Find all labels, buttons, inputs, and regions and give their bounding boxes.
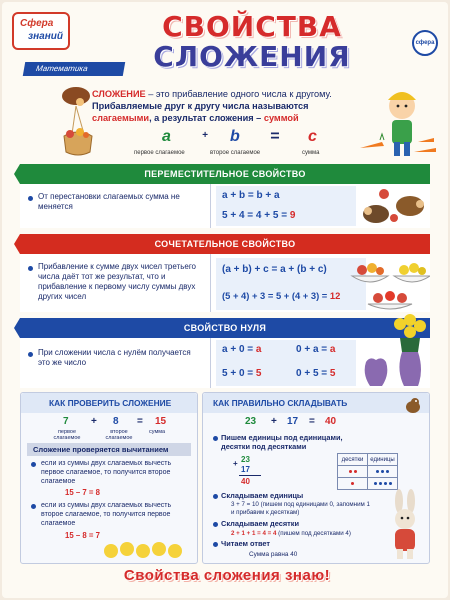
howto-step-2-note: (пишем под единицами 0, запомним 1 и прибавим к десяткам)	[231, 501, 370, 516]
chicks-illustration	[101, 531, 195, 561]
howto-step-1: Пишем единицы под единицами, десятки под десятками	[221, 433, 343, 451]
bullet-step-1	[213, 436, 218, 441]
column-addition	[231, 453, 263, 487]
check-rule-1: если из суммы двух слагаемых вычесть первое слагаемое, то получится второе слагаемое	[41, 460, 172, 485]
howto-step-2-eq: 3 + 7 = 10	[231, 501, 259, 508]
bullet-step-4	[213, 542, 218, 547]
check-method-bar: Сложение проверяется вычитанием	[27, 443, 191, 456]
definition-block	[22, 82, 432, 164]
bullet-check-2	[31, 504, 36, 509]
divider	[210, 184, 211, 228]
column-result: 40	[241, 477, 250, 486]
publisher-logo: сфера	[412, 30, 438, 56]
section-zero	[20, 338, 430, 388]
place-value-table	[337, 453, 398, 490]
check-n2: 8	[113, 416, 119, 427]
caption-first-addend: первое слагаемое	[134, 150, 185, 156]
zero-example-1	[222, 368, 261, 379]
formula-plus: +	[202, 130, 208, 141]
bullet-step-2	[213, 494, 218, 499]
th-units: единицы	[368, 454, 398, 466]
cell-tens-row2	[338, 478, 368, 490]
cell-tens-row1	[338, 466, 368, 478]
bullet-step-3	[213, 522, 218, 527]
howto-n3: 40	[325, 416, 337, 427]
poster	[2, 2, 448, 598]
caption-second-addend: второе слагаемое	[210, 150, 261, 156]
howto-step-3: Складываем десятки	[221, 519, 300, 528]
zero-formula-1	[222, 344, 261, 355]
bullet-commutative	[28, 196, 33, 201]
commutative-example-left: 5 + 4 = 4 + 5 =	[222, 210, 290, 221]
howto-plus: +	[271, 416, 277, 427]
cell-units-row1	[368, 466, 398, 478]
check-rule-2: если из суммы двух слагаемых вычесть второе слагаемое, то получится первое слагаемое	[41, 502, 172, 527]
rule-commutative: От перестановки слагаемых сумма не меняется	[38, 192, 180, 211]
howto-step-3-note: (пишем под десятками 4)	[276, 530, 351, 537]
bullet-check-1	[31, 462, 36, 467]
equation-panel-associative	[216, 258, 366, 310]
brand-line2: знаний	[28, 31, 63, 42]
column-top: 23	[241, 455, 250, 464]
column-plus-sign: +	[233, 459, 238, 468]
zero-formula-1-result: a	[255, 344, 262, 355]
howto-n2: 17	[287, 416, 299, 427]
howto-step-3-explanation	[231, 529, 391, 538]
title-line2: СЛОЖЕНИЯ	[153, 40, 351, 73]
title-line1: СВОЙСТВА	[162, 10, 342, 43]
formula-b: b	[230, 128, 240, 145]
column-mid: 17	[241, 465, 250, 474]
rule-zero: При сложении числа с нулём получается это же число	[38, 348, 191, 367]
zero-formula-1-left: a + 0 =	[222, 344, 256, 355]
bird-icon	[403, 395, 423, 415]
zero-formula-2-left: 0 + a =	[296, 344, 330, 355]
formula-equals: =	[270, 128, 280, 145]
definition-text3: , а результат сложения –	[149, 113, 264, 123]
howto-step-2-explanation	[231, 501, 371, 517]
section-commutative	[20, 184, 430, 228]
check-panel	[20, 392, 198, 564]
howto-panel-title: КАК ПРАВИЛЬНО СКЛАДЫВАТЬ	[203, 393, 429, 413]
howto-step-4: Читаем ответ	[221, 539, 271, 548]
zero-example-1-left: 5 + 0 =	[222, 368, 256, 379]
howto-step-2: Складываем единицы	[221, 491, 304, 500]
check-n1: 7	[63, 416, 69, 427]
brand-logo	[12, 12, 122, 72]
bullet-zero	[28, 352, 33, 357]
check-example-1: 15 – 7 = 8	[65, 488, 100, 497]
equation-panel-zero	[216, 340, 356, 386]
th-tens: десятки	[338, 454, 368, 466]
fruit-bowls-illustration	[350, 254, 430, 312]
associative-formula: (a + b) + c = a + (b + c)	[222, 264, 327, 275]
banner-associative-title: СОЧЕТАТЕЛЬНОЕ СВОЙСТВО	[154, 239, 296, 249]
definition-addends-word: слагаемыми	[92, 113, 150, 123]
check-panel-title: КАК ПРОВЕРИТЬ СЛОЖЕНИЕ	[21, 393, 197, 413]
definition-text1: – это прибавление одного числа к другому.	[145, 89, 332, 99]
bunny-illustration	[383, 489, 427, 561]
boy-carrots-illustration	[358, 82, 438, 164]
hedgehogs-illustration	[360, 184, 430, 228]
definition-text2: Прибавляемые друг к другу числа называются	[92, 101, 309, 111]
cell-units-row2	[368, 478, 398, 490]
banner-commutative-title: ПЕРЕМЕСТИТЕЛЬНОЕ СВОЙСТВО	[144, 169, 306, 179]
howto-step-3-eq: 2 + 1 + 1 = 4 = 4	[231, 530, 277, 537]
commutative-formula: a + b = b + a	[222, 190, 280, 201]
divider	[210, 254, 211, 312]
commutative-example-result: 9	[289, 210, 296, 221]
zero-example-1-result: 5	[255, 368, 262, 379]
zero-example-2-left: 0 + 5 =	[296, 368, 330, 379]
check-n3: 15	[155, 416, 167, 427]
equation-panel-commutative	[216, 186, 356, 226]
divider	[210, 338, 211, 388]
associative-example-left: (5 + 4) + 3 = 5 + (4 + 3) =	[222, 290, 330, 301]
check-caption-1: первое слагаемое	[53, 429, 81, 441]
howto-panel	[202, 392, 430, 564]
zero-formula-2	[296, 344, 335, 355]
definition-text	[92, 88, 392, 124]
zero-formula-2-result: a	[329, 344, 336, 355]
check-caption-2: второе слагаемое	[105, 429, 133, 441]
check-caption-3: сумма	[149, 429, 166, 435]
associative-example	[222, 290, 340, 301]
associative-example-result: 12	[329, 290, 341, 301]
definition-sum-word: суммой	[263, 113, 299, 123]
zero-example-2-result: 5	[329, 368, 336, 379]
zero-example-2	[296, 368, 335, 379]
check-example-2: 15 – 8 = 7	[65, 531, 100, 540]
banner-zero-title: СВОЙСТВО НУЛЯ	[183, 323, 267, 333]
formula-c: c	[308, 128, 317, 145]
vases-illustration	[360, 312, 430, 388]
addition-formula	[132, 128, 372, 162]
check-eq: =	[137, 416, 143, 427]
howto-answer: Сумма равна 40	[249, 551, 298, 558]
brand-line1: Сфера	[20, 18, 54, 29]
howto-n1: 23	[245, 416, 257, 427]
section-associative	[20, 254, 430, 312]
definition-term: СЛОЖЕНИЕ	[92, 89, 146, 99]
commutative-example	[222, 210, 295, 221]
rule-associative: Прибавление к сумме двух чисел третьего числа даёт тот же результат, что и прибавление к первому числу суммы двух других чисел	[38, 262, 197, 301]
banner-commutative	[20, 164, 430, 184]
banner-associative	[20, 234, 430, 254]
brand-box	[12, 12, 70, 50]
caption-sum: сумма	[302, 150, 320, 156]
bullet-associative	[28, 266, 33, 271]
check-plus: +	[91, 416, 97, 427]
formula-a: a	[162, 128, 171, 145]
footer-slogan: Свойства сложения знаю!	[123, 567, 331, 584]
howto-eq: =	[309, 416, 315, 427]
subject-ribbon: Математика	[23, 62, 125, 76]
column-line	[239, 475, 261, 476]
page-title	[142, 12, 362, 72]
